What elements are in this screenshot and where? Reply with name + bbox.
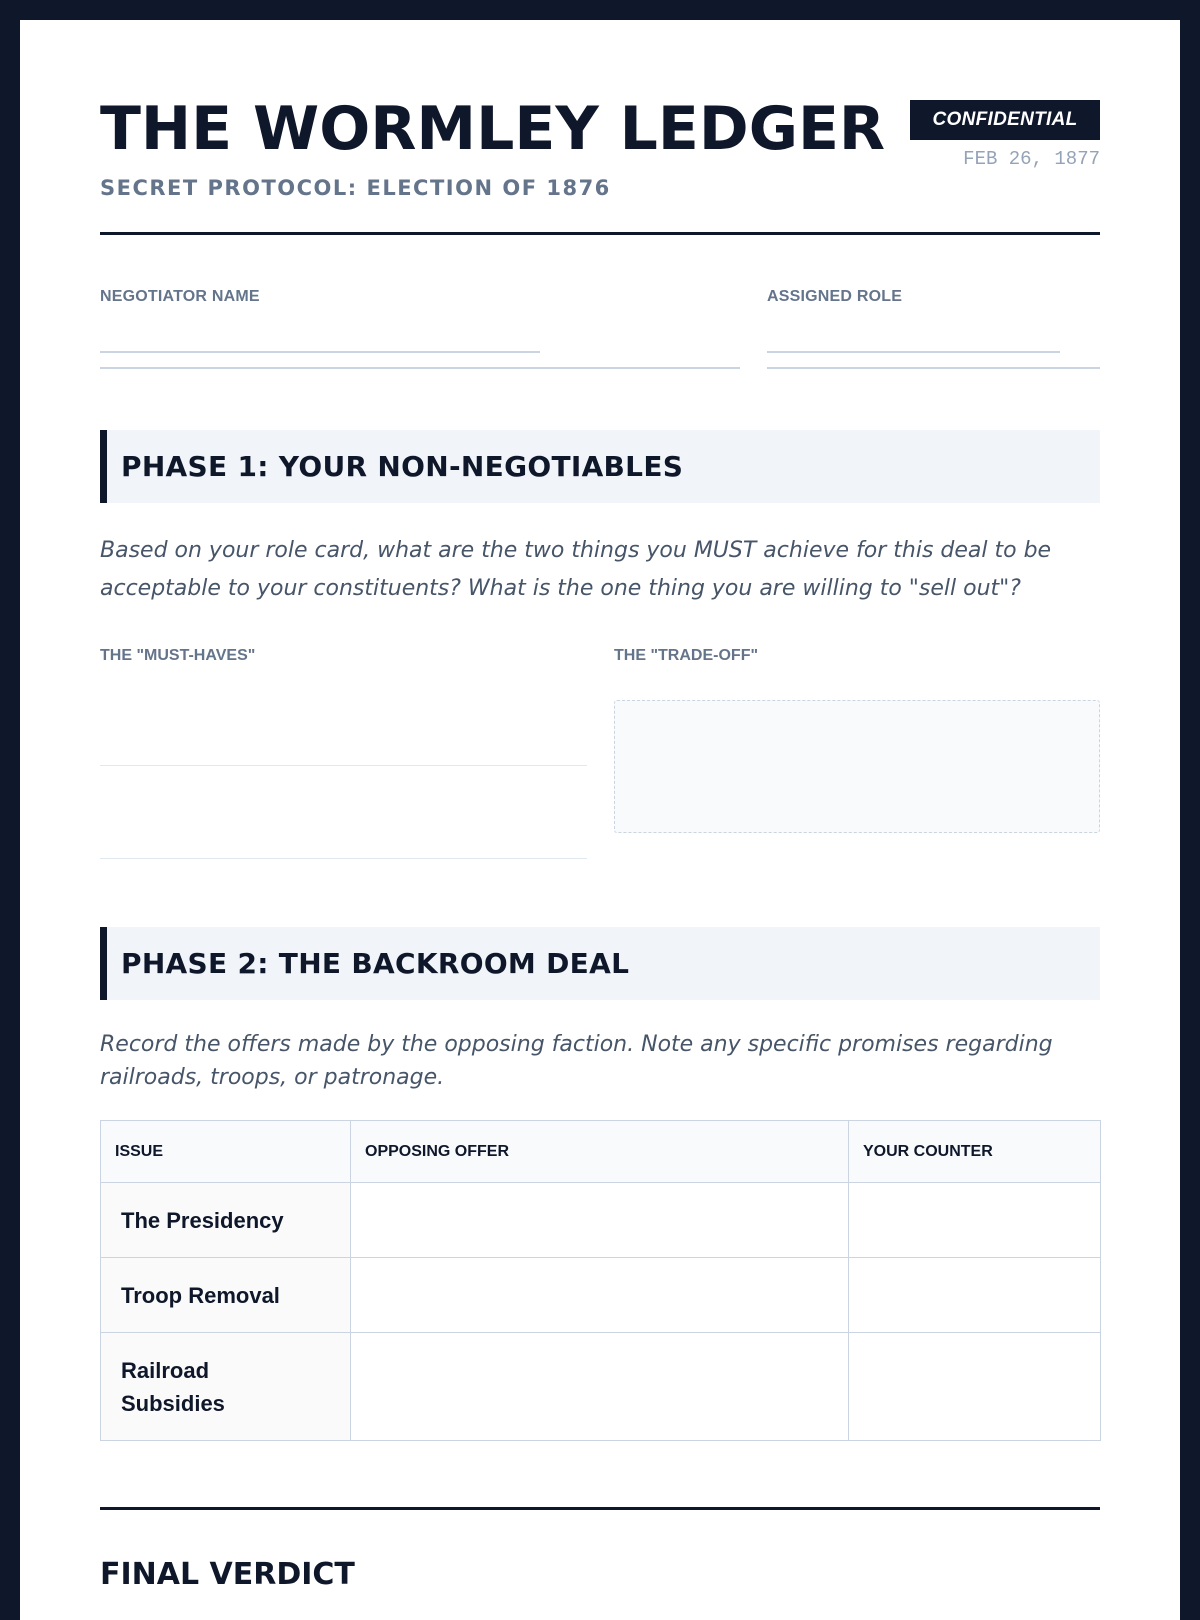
backroom-deal-table	[100, 1120, 1101, 1441]
table-header-row	[101, 1121, 1101, 1183]
assigned-role-label: ASSIGNED ROLE	[767, 288, 903, 305]
phase-2-prompt-line-1: Record the offers made by the opposing faction. Note any specific promises regarding	[100, 1032, 1053, 1057]
must-have-line-2[interactable]	[100, 858, 587, 859]
document-title: THE WORMLEY LEDGER	[100, 94, 886, 164]
table-row	[101, 1183, 1101, 1258]
issue-cell: Troop Removal	[101, 1258, 351, 1333]
column-header-opposing-offer: OPPOSING OFFER	[351, 1121, 849, 1183]
phase-1-prompt-line-1: Based on your role card, what are the two things you MUST achieve for this deal to be	[100, 538, 1052, 563]
your-counter-cell[interactable]	[849, 1258, 1101, 1333]
negotiator-name-underline	[100, 367, 740, 369]
phase-2-prompt-line-2: railroads, troops, or patronage.	[100, 1065, 445, 1090]
assigned-role-underline	[767, 367, 1100, 369]
phase-2-title: PHASE 2: THE BACKROOM DEAL	[121, 947, 630, 980]
issue-cell: Railroad Subsidies	[101, 1333, 351, 1441]
your-counter-cell[interactable]	[849, 1183, 1101, 1258]
phase-1-prompt	[100, 532, 1100, 608]
trade-off-box[interactable]	[614, 700, 1100, 833]
negotiator-name-label: NEGOTIATOR NAME	[100, 288, 260, 305]
phase-1-prompt-line-2: acceptable to your constituents? What is the one thing you are willing to "sell out"?	[100, 576, 1021, 601]
confidential-badge: CONFIDENTIAL	[910, 100, 1100, 140]
trade-off-label: THE "TRADE-OFF"	[614, 647, 759, 664]
your-counter-cell[interactable]	[849, 1333, 1101, 1441]
phase-2-prompt	[100, 1028, 1100, 1094]
worksheet-page	[20, 20, 1180, 1620]
must-have-line-1[interactable]	[100, 765, 587, 766]
phase-1-title: PHASE 1: YOUR NON-NEGOTIABLES	[121, 450, 684, 483]
column-header-your-counter: YOUR COUNTER	[849, 1121, 1101, 1183]
header-divider	[100, 232, 1100, 235]
opposing-offer-cell[interactable]	[351, 1183, 849, 1258]
document-subtitle: SECRET PROTOCOL: ELECTION OF 1876	[100, 176, 611, 200]
opposing-offer-cell[interactable]	[351, 1258, 849, 1333]
phase-1-header	[100, 430, 1100, 503]
opposing-offer-cell[interactable]	[351, 1333, 849, 1441]
date-stamp: FEB 26, 1877	[963, 148, 1100, 170]
table-row	[101, 1333, 1101, 1441]
column-header-issue: ISSUE	[101, 1121, 351, 1183]
assigned-role-input[interactable]	[767, 351, 1060, 353]
negotiator-name-input[interactable]	[100, 351, 540, 353]
must-haves-label: THE "MUST-HAVES"	[100, 647, 256, 664]
table-row	[101, 1258, 1101, 1333]
final-verdict-title: FINAL VERDICT	[100, 1557, 355, 1592]
footer-divider	[100, 1507, 1100, 1510]
issue-cell: The Presidency	[101, 1183, 351, 1258]
phase-2-header	[100, 927, 1100, 1000]
